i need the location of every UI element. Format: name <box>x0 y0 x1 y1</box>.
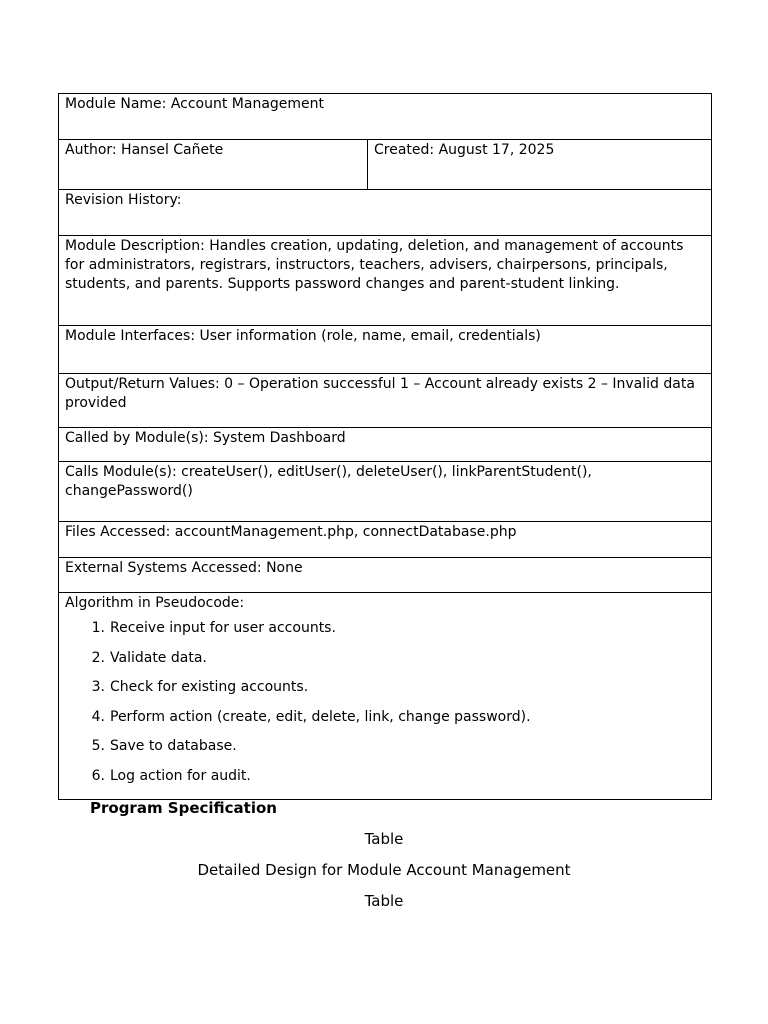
algorithm-cell <box>59 593 712 800</box>
detailed-design-caption: Detailed Design for Module Account Management <box>197 861 571 879</box>
created-cell: Created: August 17, 2025 <box>368 140 712 190</box>
algorithm-step: 4. Perform action (create, edit, delete, link, change password). <box>91 708 531 725</box>
revision-history-cell: Revision History: <box>59 190 712 236</box>
algorithm-step: 6. Log action for audit. <box>91 767 251 784</box>
algorithm-step: 3. Check for existing accounts. <box>91 679 309 695</box>
algorithm-heading: Algorithm in Pseudocode: <box>65 595 245 611</box>
module-spec-table <box>58 93 712 800</box>
algorithm-step: 1. Receive input for user accounts. <box>91 620 336 636</box>
module-name-cell: Module Name: Account Management <box>59 94 712 140</box>
output-return-values-cell: Output/Return Values: 0 – Operation successful 1 – Account already exists 2 – Invalid data provided <box>59 374 712 428</box>
author-cell: Author: Hansel Cañete <box>59 140 368 190</box>
external-systems-cell: External Systems Accessed: None <box>59 558 712 593</box>
table-label-2: Table <box>364 892 404 910</box>
algorithm-steps-list <box>65 619 705 796</box>
table-label-1: Table <box>364 830 404 848</box>
algorithm-step: 2. Validate data. <box>91 649 207 666</box>
algorithm-step: 5. Save to database. <box>91 738 237 754</box>
module-interfaces-cell: Module Interfaces: User information (role, name, email, credentials) <box>59 326 712 374</box>
called-by-cell: Called by Module(s): System Dashboard <box>59 428 712 462</box>
calls-modules-cell: Calls Module(s): createUser(), editUser(), deleteUser(), linkParentStudent(), changePassword() <box>59 462 712 522</box>
program-specification-heading: Program Specification <box>90 799 277 817</box>
files-accessed-cell: Files Accessed: accountManagement.php, connectDatabase.php <box>59 522 712 558</box>
module-description-cell: Module Description: Handles creation, updating, deletion, and management of accounts for administrators, registrars, instructors, teachers, advisers, chairpersons, principals, students, and parents. Supports password changes and parent-student linking. <box>59 236 712 326</box>
